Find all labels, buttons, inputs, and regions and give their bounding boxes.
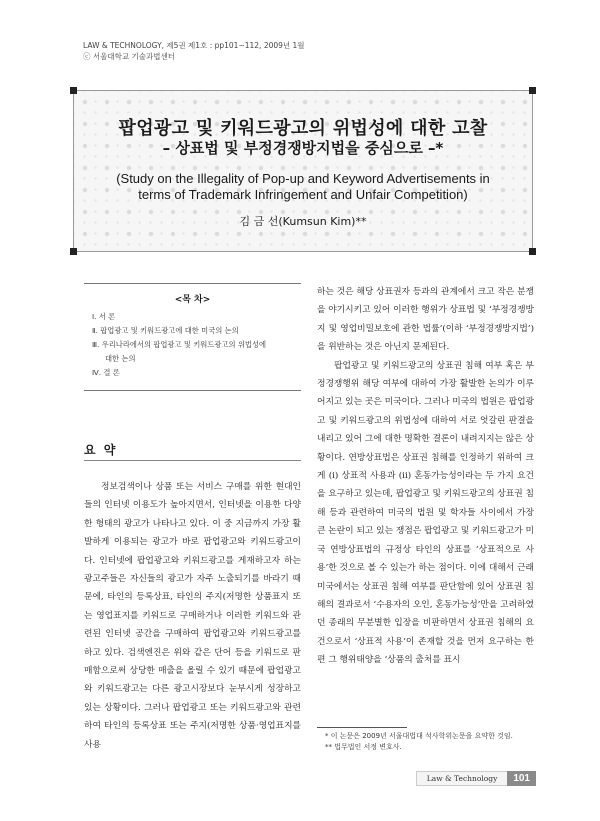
journal-name: Law & Technology <box>416 771 508 786</box>
toc-item: Ⅰ. 서 론 <box>92 312 116 321</box>
author: 김 금 선(Kumsun Kim)** <box>239 215 367 228</box>
english-title-line1: (Study on the Illegality of Pop-up and Keyword Advertisements in <box>116 171 490 186</box>
abstract-heading: 요 약 <box>84 443 118 457</box>
table-of-contents <box>84 283 301 391</box>
abstract-divider <box>84 460 301 461</box>
english-title-line2: terms of Trademark Infringement and Unfair Competition) <box>138 187 468 202</box>
corner-mark <box>529 87 536 94</box>
abstract-paragraph: 정보검색이나 상품 또는 서비스 구매를 위한 현대인들의 인터넷 이용도가 높아지면서, 인터넷을 이용한 다양한 형태의 광고가 나타나고 있다. 이 중 지금까지 가장 활발하게 이용되는 광고가 바로 팝업광고와 키워드광고이다. 인터넷에 팝업광고와 키워드광고를 게재하고자 하는 광고주들은 자신들의 광고가 자주 노출되기를 바라기 때문에, 타인의 등록상표, 타인의 주지(저명한 상품표지 또는 영업표지를 키워드로 구매하거나 이러한 키워드와 관련된 인터넷 공간을 구매하여 팝업광고와 키워드광고를 하고 있다. 검색엔진은 위와 같은 단어 등을 키워드로 판매함으로써 상당한 매출을 올릴 수 있기 때문에 팝업광고와 키워드광고는 다른 광고시장보다 눈부시게 성장하고 있는 상황이다. 그러나 팝업광고 또는 키워드광고와 관련하여 타인의 등록상표 또는 주지(저명한 상품·영업표지를 사용 <box>84 482 301 750</box>
footnote: * 이 논문은 2009년 서울대법대 석사학위논문을 요약한 것임. <box>325 732 513 740</box>
running-header <box>83 40 305 62</box>
page-footer <box>416 771 536 786</box>
toc-list <box>92 310 266 380</box>
abstract-paragraph: 하는 것은 해당 상표권자 등과의 관계에서 크고 작은 분쟁을 야기시키고 있어 이러한 행위가 상표법 및 ‘부정경쟁방지 및 영업비밀보호에 관한 법률’(이하 ‘부정경쟁방지법’)을 위반하는 것은 아닌지 문제된다. <box>317 287 534 353</box>
footnote-divider <box>317 727 407 728</box>
header-citation: LAW & TECHNOLOGY, 제5권 제1호 : pp101∼112, 2009년 1월 <box>83 41 305 50</box>
right-column <box>317 283 534 670</box>
corner-mark <box>529 248 536 255</box>
english-title <box>74 171 532 203</box>
footnotes <box>325 731 513 753</box>
toc-item: Ⅱ. 팝업광고 및 키워드광고에 대한 미국의 논의 <box>92 326 239 335</box>
toc-item: Ⅳ. 결 론 <box>92 368 120 377</box>
header-copyright: ⓒ 서울대학교 기술과법센터 <box>83 52 175 61</box>
toc-title: <목 차> <box>174 295 211 305</box>
abstract-paragraph: 팝업광고 및 키워드광고의 상표권 침해 여부 혹은 부정경쟁행위 해당 여부에 대하여 가장 활발한 논의가 이루어지고 있는 곳은 미국이다. 그러나 미국의 법원은 팝업광고 및 키워드광고의 위법성에 대하여 서로 엇갈린 판결을 내리고 있어 그에 대한 명확한 결론이 내려지지는 않은 상황이다. 연방상표법은 상표권 침해를 인정하기 위하여 크게 (i) 상표적 사용과 (ii) 혼동가능성이라는 두 가지 요건을 요구하고 있는데, 팝업광고 및 키워드광고의 상표권 침해 등과 관련하여 미국의 법원 및 학자들 사이에서 가장 큰 논란이 되고 있는 쟁점은 팝업광고 및 키워드광고가 미국 연방상표법의 규정상 타인의 상표를 ‘상표적으로 사용’한 것으로 볼 수 있는가 하는 점이다. 이에 대해서 근래 미국에서는 상표권 침해 여부를 판단함에 있어 상표권 침해의 결과로서 ‘수용자의 오인, 혼동가능성’만을 고려하였던 종래의 무분별한 입장을 비판하면서 상표권 침해의 요건으로서 ‘상표적 사용’이 존재할 것을 먼저 요구하는 한편 그 행위태양을 ‘상품의 출처를 표시 <box>317 360 534 666</box>
page-number: 101 <box>507 771 536 786</box>
corner-mark <box>70 248 77 255</box>
toc-item: Ⅲ. 우리나라에서의 팝업광고 및 키워드광고의 위법성에 <box>92 340 267 349</box>
corner-mark <box>70 87 77 94</box>
paper-subtitle: – 상표법 및 부정경쟁방지법을 중심으로 –* <box>162 139 444 157</box>
left-column <box>84 478 301 754</box>
paper-title: 팝업광고 및 키워드광고의 위법성에 대한 고찰 <box>118 118 488 139</box>
toc-item: 대한 논의 <box>105 354 136 363</box>
footnote: ** 법무법인 서정 변호사. <box>325 743 402 751</box>
title-box <box>73 90 533 252</box>
